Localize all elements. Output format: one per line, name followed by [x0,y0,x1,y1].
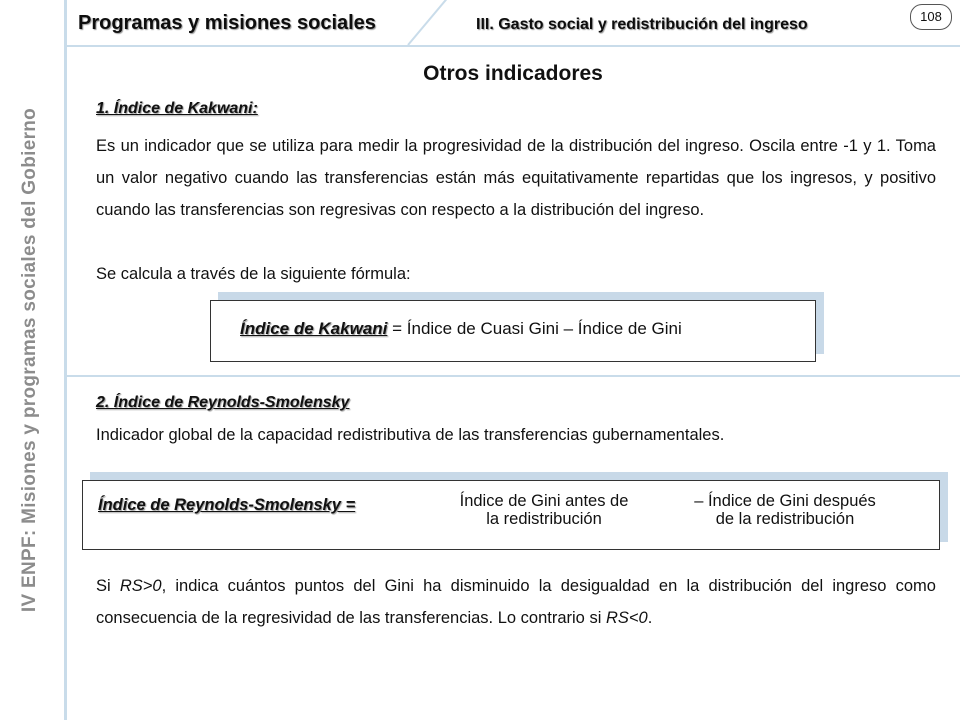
reynolds-term-before-line2: la redistribución [486,510,602,528]
reynolds-term-after-line2: de la redistribución [715,510,855,528]
sidebar-vertical-title: IV ENPF: Misiones y programas sociales del Gobierno [19,107,40,613]
reynolds-formula-term-before [434,492,654,528]
section-title: Programas y misiones sociales [78,12,376,34]
section-divider [66,375,960,377]
reynolds-term-after-line1: – Índice de Gini después [694,492,876,510]
reynolds-formula-term-after [660,492,910,528]
note-part1: Si [96,577,120,595]
page-title: Otros indicadores [423,62,603,85]
sidebar-divider [64,0,67,720]
kakwani-heading: 1. Índice de Kakwani: [96,100,258,117]
kakwani-formula-label: Índice de Kakwani [240,319,388,338]
rs-interpretation-paragraph [96,570,936,634]
kakwani-formula-intro: Se calcula a través de la siguiente fórmula: [96,265,411,283]
reynolds-term-before-line1: Índice de Gini antes de [459,492,629,510]
reynolds-heading: 2. Índice de Reynolds-Smolensky [96,394,350,411]
note-rs-positive: RS>0 [119,577,162,595]
kakwani-formula-rhs: = Índice de Cuasi Gini – Índice de Gini [387,319,682,338]
note-rs-negative: RS<0 [605,609,648,627]
header-diagonal-rule [407,0,447,46]
header-rule [66,45,960,47]
kakwani-formula [240,319,682,339]
reynolds-formula-label: Índice de Reynolds-Smolensky = [98,496,356,514]
subsection-title: III. Gasto social y redistribución del ingreso [476,16,808,33]
note-part3: . [647,609,653,627]
page-number-badge: 108 [910,4,952,30]
reynolds-paragraph: Indicador global de la capacidad redistributiva de las transferencias gubernamentales. [96,426,725,444]
note-part2: , indica cuántos puntos del Gini ha disminuido la desigualdad en la distribución del ingreso como consecuencia de la regresividad de las transferencias. Lo contrario si [96,577,936,627]
kakwani-paragraph: Es un indicador que se utiliza para medir la progresividad de la distribución del ingreso. Oscila entre -1 y 1. Toma un valor negativo cuando las transferencias están más equitativamente repartidas que los ingresos, y positivo cuando las transferencias son regresivas con respecto a la distribución del ingreso. [96,137,936,219]
